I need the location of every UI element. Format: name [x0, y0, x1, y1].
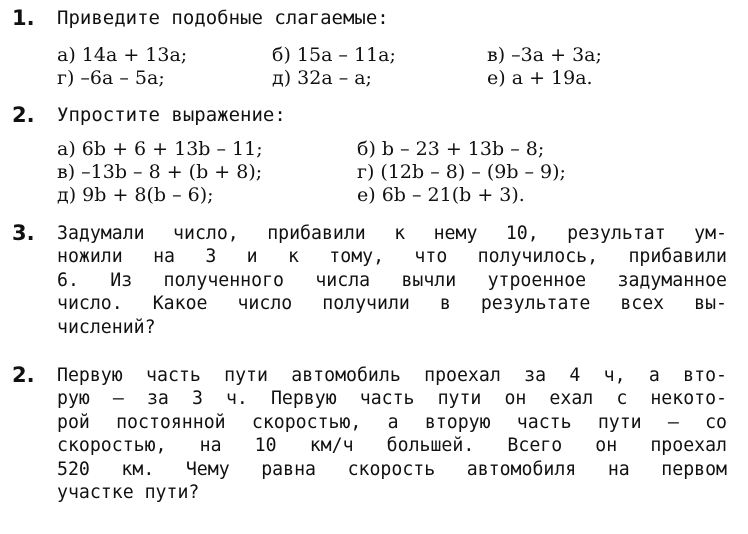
problem-3-text: [57, 222, 727, 339]
problem-2-number: 2.: [12, 103, 35, 127]
problem-4-number: 2.: [12, 363, 35, 387]
problem-2-item-v: в) –13b – 8 + (b + 8);: [57, 161, 263, 183]
problem-2-item-a: а) 6b + 6 + 13b – 11;: [57, 138, 263, 160]
problem-4-line-4: скоростью, на 10 км/ч большей. Всего он проехал: [57, 435, 727, 457]
problem-4-line-6: участке пути?: [57, 482, 200, 504]
problem-3-line-4: число. Какое число получили в результате всех вы-: [57, 293, 727, 315]
problem-4-text: [57, 364, 727, 504]
problem-3-line-3: 6. Из полученного числа вычли утроенное задуманное: [57, 269, 727, 291]
problem-4-line-2: рую — за 3 ч. Первую часть пути он ехал с некото-: [57, 388, 727, 410]
problem-3-line-5: числений?: [57, 316, 156, 338]
problem-2-item-e: е) 6b – 21(b + 3).: [357, 184, 525, 206]
problem-4-line-1: Первую часть пути автомобиль проехал за 4 ч, а вто-: [57, 365, 727, 386]
problem-2-item-b: б) b – 23 + 13b – 8;: [357, 138, 545, 160]
problem-4-line-3: рой постоянной скоростью, а вторую часть пути — со: [57, 411, 727, 433]
problem-4-line-5: 520 км. Чему равна скорость автомобиля на первом: [57, 458, 727, 480]
problem-1-item-b: б) 15a – 11a;: [272, 44, 396, 66]
problem-1-title: Приведите подобные слагаемые:: [57, 7, 389, 29]
problem-1-item-a: а) 14a + 13a;: [57, 44, 188, 66]
problem-2-title: Упростите выражение:: [57, 104, 286, 126]
problem-2-item-g: г) (12b – 8) – (9b – 9);: [357, 161, 566, 183]
problem-1-item-d: д) 32a – a;: [272, 67, 372, 89]
problem-2-item-d: д) 9b + 8(b – 6);: [57, 184, 214, 206]
problem-1-item-e: е) a + 19a.: [487, 67, 593, 89]
problem-3-number: 3.: [12, 221, 35, 245]
problem-1-number: 1.: [12, 6, 35, 30]
problem-3-line-1: Задумали число, прибавили к нему 10, результат ум-: [57, 223, 727, 244]
problem-1-item-g: г) –6a – 5a;: [57, 67, 165, 89]
problem-1-item-v: в) –3a + 3a;: [487, 44, 602, 66]
problem-3-line-2: ножили на 3 и к тому, что получилось, прибавили: [57, 246, 727, 268]
